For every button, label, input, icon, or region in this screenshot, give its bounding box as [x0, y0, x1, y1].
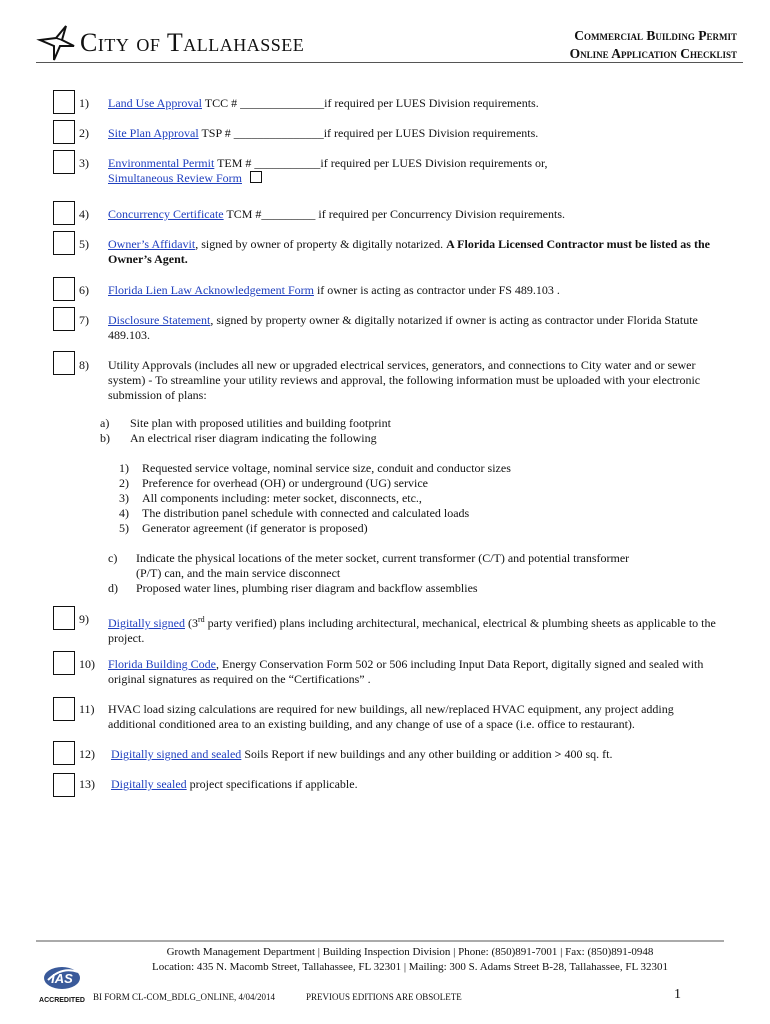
digitally-sealed-link[interactable]: Digitally sealed [111, 777, 187, 791]
disclosure-statement-link[interactable]: Disclosure Statement [108, 313, 211, 327]
checklist-item-1 [108, 96, 718, 111]
lien-law-acknowledgement-link[interactable]: Florida Lien Law Acknowledgement Form [108, 283, 314, 297]
item-text: TEM # ___________if required per LUES Division requirements or, [214, 156, 548, 170]
item-text: party verified) plans including architectural, mechanical, electrical & plumbing sheets as applicable to the project. [108, 616, 716, 645]
riser-text: All components including: meter socket, disconnects, etc., [142, 491, 422, 505]
item-text: if owner is acting as contractor under FS 489.103 . [313, 283, 560, 297]
utility-text-c: Indicate the physical locations of the meter socket, current transformer (C/T) and potential transformer (P/T) can, and the main service disconnect [136, 551, 630, 580]
checkbox-item-4[interactable] [53, 201, 75, 225]
item-number: 11) [79, 702, 95, 716]
utility-label-c: c) [108, 551, 118, 565]
checklist-item-5 [108, 237, 718, 267]
riser-text: Requested service voltage, nominal service size, conduit and conductor sizes [142, 461, 511, 475]
digitally-signed-sealed-link[interactable]: Digitally signed and sealed [111, 747, 242, 761]
environmental-permit-link[interactable]: Environmental Permit [108, 156, 215, 170]
page-number: 1 [674, 987, 681, 1002]
digitally-signed-link[interactable]: Digitally signed [108, 616, 185, 630]
item-number: 5) [79, 237, 89, 251]
obsolete-notice: PREVIOUS EDITIONS ARE OBSOLETE [306, 992, 462, 1002]
riser-label: 1) [119, 461, 129, 475]
checkbox-item-2[interactable] [53, 120, 75, 144]
checklist-item-2 [108, 126, 718, 141]
ias-logo-icon [38, 962, 86, 992]
item-number: 2) [79, 126, 89, 140]
item-number: 4) [79, 207, 89, 221]
item-text: TCM #_________ if required per Concurrency Division requirements. [223, 207, 565, 221]
item-text: (3 [185, 616, 198, 630]
checklist-item-10 [108, 657, 718, 687]
simultaneous-review-form-link[interactable]: Simultaneous Review Form [108, 171, 242, 185]
utility-label-d: d) [108, 581, 118, 595]
checkbox-item-3[interactable] [53, 150, 75, 174]
owners-affidavit-link[interactable]: Owner’s Affidavit [108, 237, 196, 251]
city-name: City of Tallahassee [80, 28, 305, 57]
florida-building-code-link[interactable]: Florida Building Code [108, 657, 216, 671]
item-number: 1) [79, 96, 89, 110]
checkbox-item-12[interactable] [53, 741, 75, 765]
item-bold-text: A Florida Licensed Contractor must be listed as the Owner’s Agent. [108, 237, 710, 266]
accredited-label: ACCREDITED [39, 997, 85, 1004]
checklist-item-4 [108, 207, 718, 222]
site-plan-approval-link[interactable]: Site Plan Approval [108, 126, 199, 140]
ias-logo [38, 962, 86, 998]
checkbox-item-6[interactable] [53, 277, 75, 301]
header-rule [36, 62, 743, 63]
item-number: 7) [79, 313, 89, 327]
superscript: rd [198, 615, 205, 624]
checkbox-item-9[interactable] [53, 606, 75, 630]
checkbox-item-1[interactable] [53, 90, 75, 114]
item-bold-text: > [554, 747, 562, 761]
item-text: Soils Report if new buildings and any other building or addition [241, 747, 555, 761]
checklist-item-13 [111, 777, 721, 792]
utility-label-b: b) [100, 431, 110, 445]
checkbox-item-5[interactable] [53, 231, 75, 255]
item-number: 12) [79, 747, 95, 761]
item-number: 9) [79, 612, 89, 626]
item-number: 6) [79, 283, 89, 297]
star-icon [36, 22, 78, 64]
utility-text-a: Site plan with proposed utilities and building footprint [130, 416, 391, 430]
city-logo [36, 22, 78, 64]
utility-text-b: An electrical riser diagram indicating the following [130, 431, 377, 445]
checklist-item-7 [108, 313, 718, 343]
checklist-item-6 [108, 283, 718, 298]
riser-text: The distribution panel schedule with connected and calculated loads [142, 506, 470, 520]
checkbox-item-11[interactable] [53, 697, 75, 721]
riser-label: 2) [119, 476, 129, 490]
footer-rule [36, 940, 724, 942]
item-text: TSP # _______________if required per LUES Division requirements. [198, 126, 539, 140]
land-use-approval-link[interactable]: Land Use Approval [108, 96, 202, 110]
item-text: project specifications if applicable. [186, 777, 358, 791]
item-text: , signed by property owner & digitally notarized if owner is acting as contractor under Florida Statute 489.103. [108, 313, 698, 342]
checklist-item-3 [108, 156, 718, 186]
item-text: TCC # ______________if required per LUES Division requirements. [201, 96, 539, 110]
riser-label: 5) [119, 521, 129, 535]
riser-text: Preference for overhead (OH) or underground (UG) service [142, 476, 428, 490]
form-id: BI FORM CL-COM_BDLG_ONLINE, 4/04/2014 [93, 992, 276, 1002]
checkbox-item-7[interactable] [53, 307, 75, 331]
checklist-item-9 [108, 612, 718, 646]
item-text: , Energy Conservation Form 502 or 506 including Input Data Report, digitally signed and sealed with original signatures as required on the “Certifications” . [108, 657, 704, 686]
utility-label-a: a) [100, 416, 110, 430]
utility-text-d: Proposed water lines, plumbing riser diagram and backflow assemblies [136, 581, 478, 595]
checkbox-item-10[interactable] [53, 651, 75, 675]
checkbox-item-13[interactable] [53, 773, 75, 797]
item-text: 400 sq. ft. [561, 747, 613, 761]
checklist-item-12 [111, 747, 721, 762]
item-text: , signed by owner of property & digitally notarized. [195, 237, 447, 251]
item-number: 8) [79, 358, 89, 372]
simultaneous-review-checkbox[interactable] [250, 171, 262, 183]
checklist-title-line1: Commercial Building Permit [574, 28, 737, 43]
footer-line-1: Growth Management Department | Building Inspection Division | Phone: (850)891-7001 | Fax: (850)891-0948 [166, 946, 654, 958]
riser-text: Generator agreement (if generator is proposed) [142, 521, 368, 535]
riser-label: 3) [119, 491, 129, 505]
checkbox-item-8[interactable] [53, 351, 75, 375]
ias-logo-text: IAS [51, 971, 73, 986]
footer-line-2: Location: 435 N. Macomb Street, Tallahassee, FL 32301 | Mailing: 300 S. Adams Street B-28, Tallahassee, FL 32301 [151, 961, 669, 973]
item-number: 13) [79, 777, 95, 791]
riser-label: 4) [119, 506, 129, 520]
item-number: 10) [79, 657, 95, 671]
checklist-item-8: Utility Approvals (includes all new or upgraded electrical services, generators, and connections to City water and or sewer system) - To streamline your utility reviews and approval, the following information must be uploaded with your electronic submission of plans: [108, 358, 701, 402]
checklist-item-11: HVAC load sizing calculations are required for new buildings, all new/replaced HVAC equipment, any project adding additional conditioned area to an existing building, and any change of use of a space (i.e. office to restaurant). [108, 702, 674, 731]
checklist-title-line2: Online Application Checklist [569, 46, 737, 61]
concurrency-certificate-link[interactable]: Concurrency Certificate [108, 207, 224, 221]
item-number: 3) [79, 156, 89, 170]
